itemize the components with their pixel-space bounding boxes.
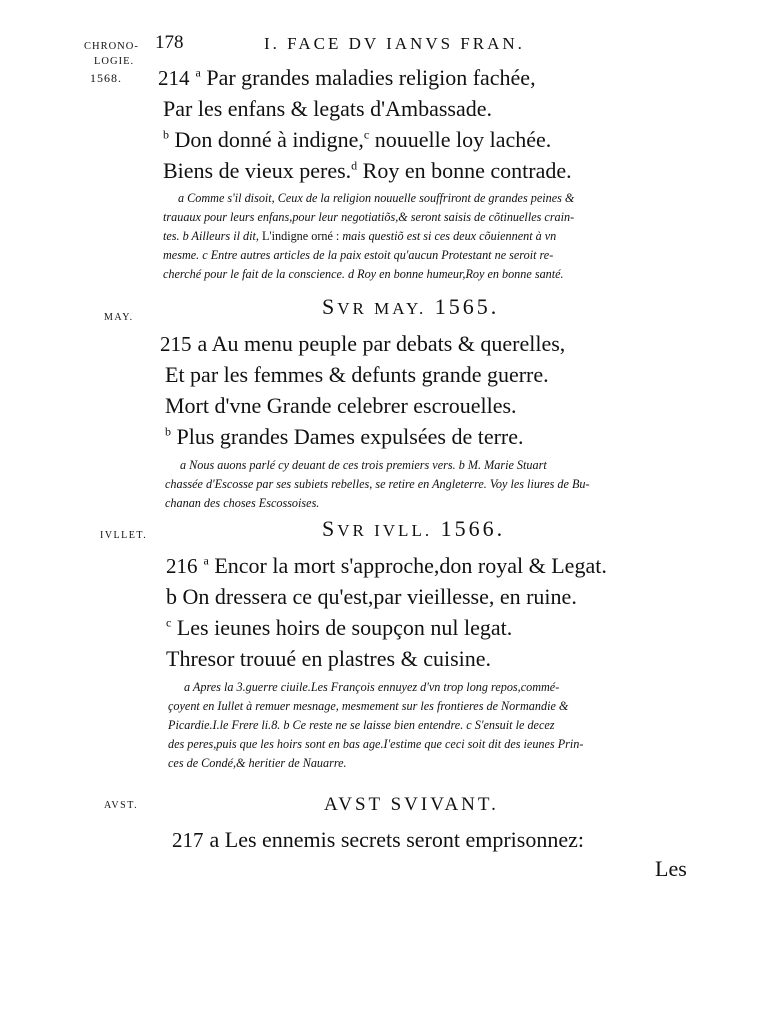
commentary-line: çoyent en Iullet à remuer mesnage, mesmement sur les frontieres de Normandie & — [168, 699, 569, 713]
note-mark: b — [165, 424, 171, 439]
verse-line — [166, 614, 512, 642]
commentary-text: L'indigne orné : — [261, 229, 340, 243]
heading-initial: S — [322, 294, 338, 319]
margin-year: 1568. — [90, 71, 122, 85]
note-mark: a — [209, 827, 220, 852]
section-heading: AVST SVIVANT. — [324, 794, 499, 815]
verse-line — [163, 126, 551, 154]
margin-month: IVLLET. — [100, 530, 148, 541]
verse-text: Mort d'vne Grande celebrer escrouelles. — [165, 393, 517, 418]
note-mark: a — [197, 331, 208, 356]
note-mark: c — [166, 615, 172, 630]
note-mark: b — [166, 584, 177, 609]
quatrain-number: 215 — [160, 332, 192, 356]
commentary-text: tes. — [163, 229, 180, 243]
verse-line — [166, 645, 491, 673]
commentary-line: a Apres la 3.guerre ciuile.Les François ennuyez d'vn trop long repos,commé- — [184, 680, 560, 694]
commentary-line: trauaux pour leurs enfans,pour leur negotiatiõs,& seront saisis de cõtinuelles crain- — [163, 210, 575, 224]
page-number: 178 — [155, 32, 184, 53]
section-heading — [322, 294, 499, 320]
heading-year: 1565. — [434, 294, 500, 319]
verse-text: Thresor trouué en plastres & cuisine. — [166, 646, 492, 671]
commentary-text: b Ailleurs il dit, — [182, 229, 259, 243]
running-title: I. FACE DV IANVS FRAN. — [264, 34, 525, 53]
quatrain-number: 214 — [158, 66, 190, 90]
commentary-line: cherché pour le fait de la conscience. d Roy en bonne humeur,Roy en bonne santé. — [163, 267, 564, 281]
verse-line — [158, 64, 536, 92]
margin-chronologie: CHRONO- — [84, 41, 139, 52]
heading-text: VR MAY. — [337, 299, 427, 318]
verse-line — [165, 361, 549, 389]
verse-line — [163, 95, 492, 123]
note-mark: a — [195, 65, 201, 80]
verse-text: Don donné à indigne, — [174, 127, 364, 152]
verse-line — [166, 552, 607, 580]
verse-text: Et par les femmes & defunts grande guerre. — [165, 362, 549, 387]
commentary-line: des peres,puis que les hoirs sont en bas age.I'estime que ceci soit dit des ieunes Prin- — [168, 737, 584, 751]
commentary-text: mais questiõ est si ces deux cõuiennent à vn — [342, 229, 557, 243]
quatrain-number: 217 — [172, 828, 204, 852]
verse-line — [165, 392, 517, 420]
margin-month: MAY. — [104, 312, 134, 323]
note-mark: a — [203, 553, 209, 568]
commentary-line: chassée d'Escosse par ses subiets rebelles, se retire en Angleterre. Voy les liures de Bu- — [165, 477, 590, 491]
commentary-line: Picardie.I.le Frere li.8. b Ce reste ne se laisse bien entendre. c S'ensuit le decez — [168, 718, 555, 732]
heading-year: 1566. — [440, 516, 506, 541]
commentary-line: ces de Condé,& heritier de Nauarre. — [168, 756, 347, 770]
verse-text: Au menu peuple par debats & querelles, — [211, 331, 566, 356]
verse-line — [165, 423, 524, 451]
commentary-line: chanan des choses Escossoises. — [165, 496, 320, 510]
verse-text: Par les enfans & legats d'Ambassade. — [163, 96, 492, 121]
quatrain-number: 216 — [166, 554, 198, 578]
section-heading — [322, 516, 505, 542]
verse-line — [163, 157, 572, 185]
heading-initial: S — [322, 516, 338, 541]
verse-line — [172, 826, 584, 854]
verse-text: Plus grandes Dames expulsées de terre. — [176, 424, 524, 449]
commentary-line: a Nous auons parlé cy deuant de ces trois premiers vers. b M. Marie Stuart — [180, 458, 547, 472]
verse-text: Biens de vieux peres. — [163, 158, 352, 183]
verse-text: Les ennemis secrets seront emprisonnez: — [224, 827, 584, 852]
verse-line — [160, 330, 565, 358]
note-mark: b — [163, 127, 169, 142]
margin-month: AVST. — [104, 800, 139, 811]
verse-text: Encor la mort s'approche,don royal & Legat. — [214, 553, 607, 578]
verse-text: On dressera ce qu'est,par vieillesse, en ruine. — [182, 584, 577, 609]
verse-line — [166, 583, 577, 611]
note-mark: d — [351, 158, 358, 173]
verse-text: nouuelle loy lachée. — [374, 127, 552, 152]
verse-text: Roy en bonne contrade. — [362, 158, 572, 183]
commentary-line: a Comme s'il disoit, Ceux de la religion nouuelle souffriront de grandes peines & — [178, 191, 575, 205]
commentary-line: mesme. c Entre autres articles de la paix estoit qu'aucun Protestant ne seroit re- — [163, 248, 554, 262]
verse-text: Les ieunes hoirs de soupçon nul legat. — [176, 615, 513, 640]
commentary-line — [163, 227, 556, 246]
margin-logie: LOGIE. — [94, 56, 135, 67]
catchword: Les — [655, 856, 687, 881]
heading-text: VR IVLL. — [337, 521, 433, 540]
verse-text: Par grandes maladies religion fachée, — [206, 65, 536, 90]
note-mark: c — [363, 127, 370, 142]
